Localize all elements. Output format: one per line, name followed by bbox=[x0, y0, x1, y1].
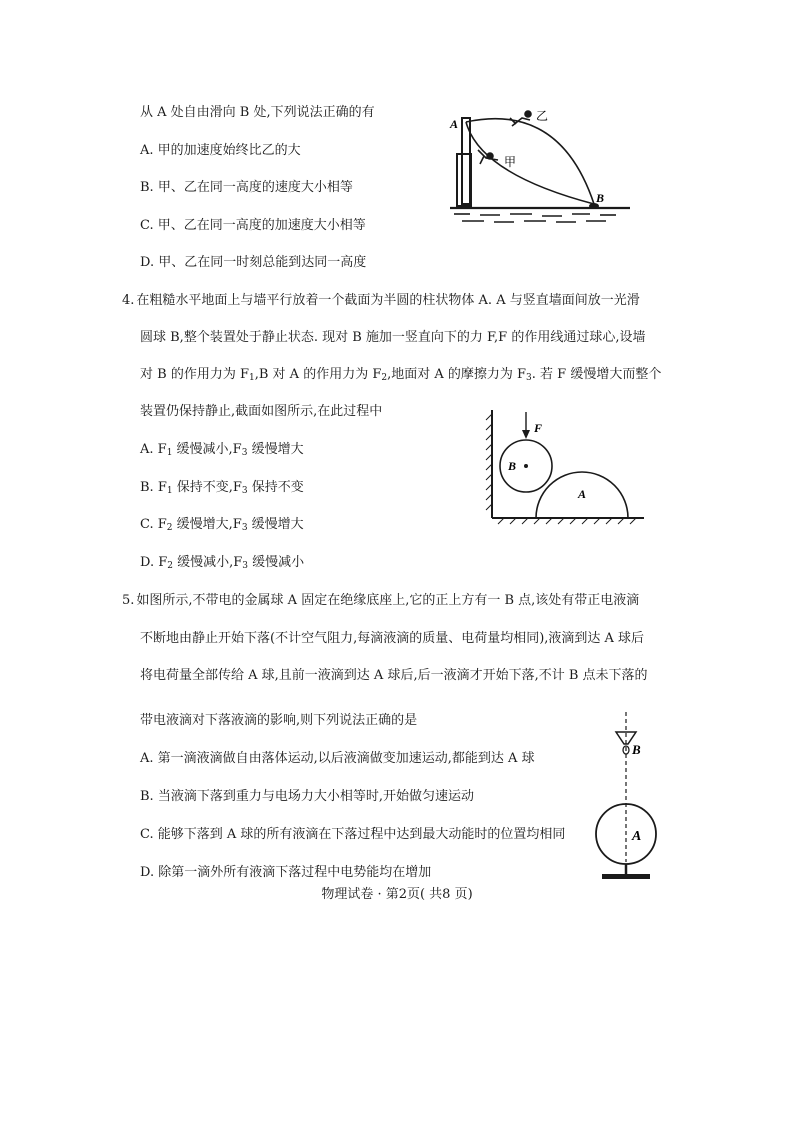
q5-stem-line-1 bbox=[122, 592, 639, 610]
q4-stem-text-1: 在粗糙水平地面上与墙平行放着一个截面为半圆的柱状物体 A. A 与竖直墙面间放一光滑 bbox=[136, 293, 640, 308]
page-footer: 物理试卷 · 第2页( 共8 页) bbox=[321, 887, 473, 902]
label-yi: 乙 bbox=[536, 109, 549, 123]
label-a: A bbox=[578, 487, 587, 501]
q3-stem-tail: 从 A 处自由滑向 B 处,下列说法正确的有 bbox=[140, 105, 375, 120]
ball-center bbox=[524, 464, 528, 468]
q5-stem-line-3: 将电荷量全部传给 A 球,且前一液滴到达 A 球后,后一液滴才开始下落,不计 B 点未下落的 bbox=[140, 668, 648, 683]
q4-stem-line-1 bbox=[122, 292, 640, 310]
water-ripples bbox=[454, 214, 616, 222]
q3-option-b: B. 甲、乙在同一高度的速度大小相等 bbox=[140, 180, 353, 195]
q4-stem-line-2: 圆球 B,整个装置处于静止状态. 现对 B 施加一竖直向下的力 F,F 的作用线通过球心,设墙 bbox=[140, 330, 646, 345]
q4-stem-line-3: 对 B 的作用力为 $F_1,B$ 对 A 的作用力为 $F_2$,地面对 A 的摩擦力为 $F_3$. 若 F 缓慢增大而整个 bbox=[140, 367, 662, 383]
label-a: A bbox=[632, 829, 642, 844]
q5-stem-line-2: 不断地由静止开始下落(不计空气阻力,每滴液滴的质量、电荷量均相同),液滴到达 A 球后 bbox=[140, 631, 645, 646]
q3-option-d: D. 甲、乙在同一时刻总能到达同一高度 bbox=[140, 255, 367, 270]
q4-figure bbox=[484, 408, 654, 528]
label-b: B bbox=[632, 742, 641, 757]
q4-option-d: D. $F_2$ 缓慢减小$,F_3$ 缓慢减小 bbox=[140, 555, 305, 571]
force-arrow-head bbox=[522, 430, 530, 439]
q3-option-a: A. 甲的加速度始终比乙的大 bbox=[140, 143, 301, 158]
label-b: B bbox=[508, 459, 517, 473]
droplet-diagram bbox=[592, 712, 662, 884]
q3-option-c: C. 甲、乙在同一高度的加速度大小相等 bbox=[140, 218, 366, 233]
q4-option-b: B. $F_1$ 保持不变$,F_3$ 保持不变 bbox=[140, 480, 304, 496]
q5-option-d: D. 除第一滴外所有液滴下落过程中电势能均在增加 bbox=[140, 865, 432, 880]
q3-figure bbox=[440, 104, 640, 224]
label-f: F bbox=[534, 421, 543, 435]
q5-option-a: A. 第一滴液滴做自由落体运动,以后液滴做变加速运动,都能到达 A 球 bbox=[140, 751, 535, 766]
q5-option-c: C. 能够下落到 A 球的所有液滴在下落过程中达到最大动能时的位置均相同 bbox=[140, 827, 566, 842]
wall-ball-diagram bbox=[484, 408, 654, 528]
q4-option-c: C. $F_2$ 缓慢增大$,F_3$ 缓慢增大 bbox=[140, 517, 304, 533]
slide-diagram bbox=[440, 104, 640, 224]
label-a: A bbox=[450, 117, 459, 131]
q5-stem-text-1: 如图所示,不带电的金属球 A 固定在绝缘底座上,它的正上方有一 B 点,该处有带正电液滴 bbox=[136, 593, 640, 608]
q5-stem-line-4: 带电液滴对下落液滴的影响,则下列说法正确的是 bbox=[140, 713, 418, 728]
stand-base bbox=[602, 874, 650, 879]
yi-track bbox=[466, 119, 594, 204]
q5-figure bbox=[592, 712, 662, 884]
q4-stem-line-4: 装置仍保持静止,截面如图所示,在此过程中 bbox=[140, 404, 383, 419]
q5-option-b: B. 当液滴下落到重力与电场力大小相等时,开始做匀速运动 bbox=[140, 789, 474, 804]
q5-number: 5. bbox=[122, 593, 135, 608]
q4-number: 4. bbox=[122, 293, 135, 308]
label-jia: 甲 bbox=[504, 155, 517, 169]
tower-base bbox=[457, 154, 471, 206]
label-b: B bbox=[596, 191, 605, 205]
q4-option-a: A. $F_1$ 缓慢减小$,F_3$ 缓慢增大 bbox=[140, 442, 304, 458]
